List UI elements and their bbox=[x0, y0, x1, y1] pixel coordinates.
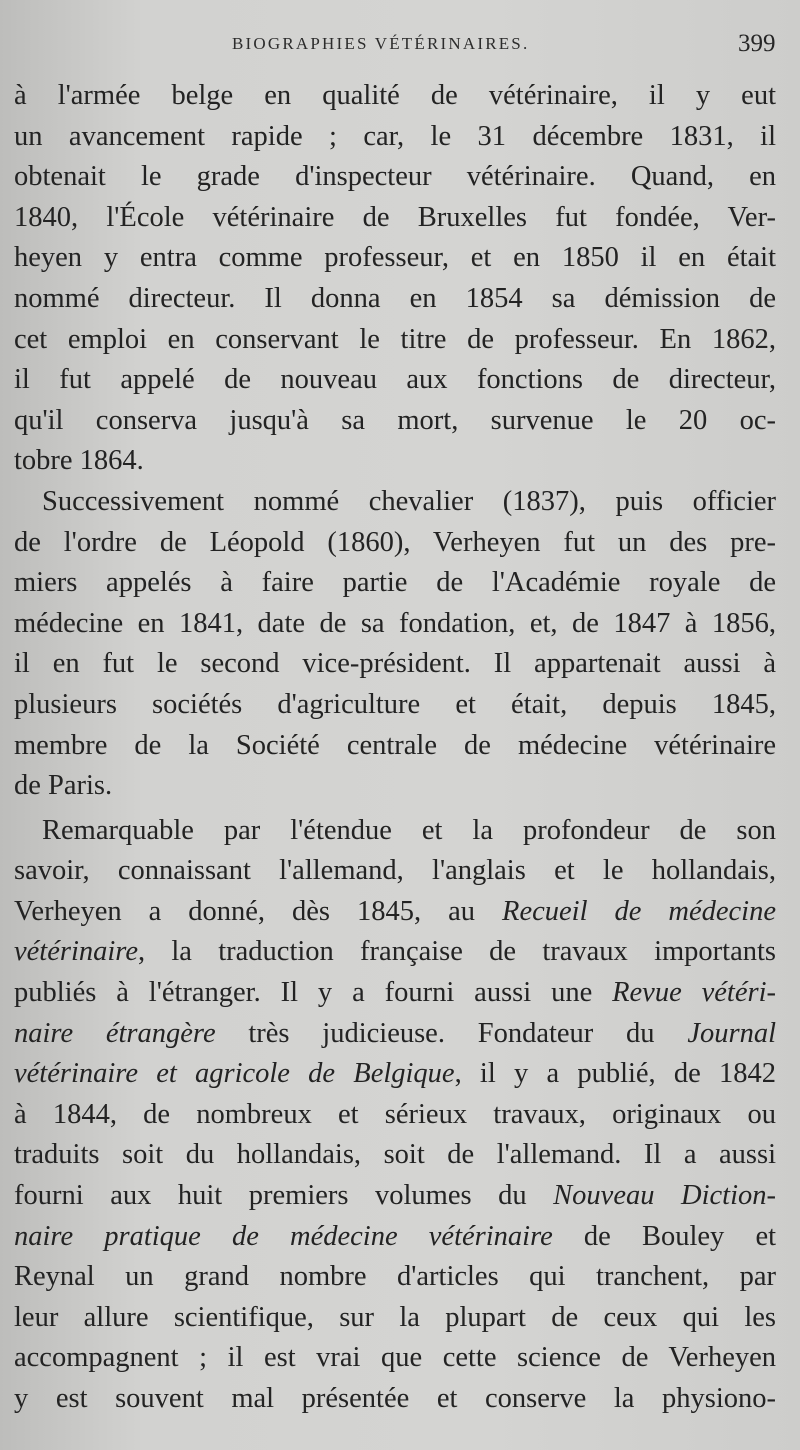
text-line: tobre 1864. bbox=[14, 445, 144, 477]
body-text bbox=[14, 76, 776, 1420]
italic-title: Revue vétéri- bbox=[612, 977, 776, 1009]
text-line: nommé directeur. Il donna en 1854 sa démission de bbox=[14, 282, 776, 314]
text-segment: fourni aux huit premiers volumes du bbox=[14, 1180, 554, 1212]
text-line: Remarquable par l'étendue et la profondeur de son bbox=[42, 814, 776, 846]
text-line bbox=[14, 1217, 776, 1258]
text-line bbox=[14, 932, 776, 973]
text-segment: publiés à l'étranger. Il y a fourni aussi une bbox=[14, 977, 613, 1009]
text-line: un avancement rapide ; car, le 31 décembre 1831, il bbox=[14, 120, 776, 152]
running-head bbox=[0, 30, 800, 60]
text-line: traduits soit du hollandais, soit de l'allemand. Il a aussi bbox=[14, 1139, 776, 1171]
italic-title: Nouveau Diction- bbox=[553, 1180, 776, 1212]
text-line: qu'il conserva jusqu'à sa mort, survenue le 20 oc- bbox=[14, 404, 776, 436]
paragraph-career bbox=[14, 76, 776, 482]
text-segment: de Bouley et bbox=[552, 1220, 777, 1252]
text-line bbox=[14, 1014, 776, 1055]
text-segment: , la traduction française de travaux importants bbox=[137, 936, 776, 968]
text-line: médecine en 1841, date de sa fondation, et, de 1847 à 1856, bbox=[14, 607, 776, 639]
text-line: 1840, l'École vétérinaire de Bruxelles fut fondée, Ver- bbox=[14, 201, 776, 233]
text-line: à 1844, de nombreux et sérieux travaux, originaux ou bbox=[14, 1098, 776, 1130]
text-line: à l'armée belge en qualité de vétérinaire, il y eut bbox=[14, 80, 776, 111]
page-number: 399 bbox=[738, 30, 776, 57]
text-segment: , il y a publié, de 1842 bbox=[454, 1058, 777, 1090]
text-line: cet emploi en conservant le titre de professeur. En 1862, bbox=[14, 323, 776, 355]
text-line: Successivement nommé chevalier (1837), puis officier bbox=[42, 485, 776, 517]
text-line bbox=[14, 1176, 776, 1217]
text-line: heyen y entra comme professeur, et en 1850 il en était bbox=[14, 242, 776, 274]
text-line: leur allure scientifique, sur la plupart de ceux qui les bbox=[14, 1301, 776, 1333]
text-line: savoir, connaissant l'allemand, l'anglais et le hollandais, bbox=[14, 855, 776, 887]
text-line: il fut appelé de nouveau aux fonctions de directeur, bbox=[14, 364, 776, 396]
text-segment: Verheyen a donné, dès 1845, au bbox=[14, 895, 503, 927]
text-line: de l'ordre de Léopold (1860), Verheyen fut un des pre- bbox=[14, 526, 776, 558]
italic-title: Journal bbox=[687, 1017, 776, 1049]
text-line: obtenait le grade d'inspecteur vétérinaire. Quand, en bbox=[14, 161, 776, 193]
text-line: miers appelés à faire partie de l'Académie royale de bbox=[14, 567, 776, 599]
text-line: il en fut le second vice-président. Il appartenait aussi à bbox=[14, 648, 776, 680]
text-line bbox=[14, 973, 776, 1014]
text-line: plusieurs sociétés d'agriculture et était, depuis 1845, bbox=[14, 688, 776, 720]
text-line bbox=[14, 892, 776, 933]
text-line bbox=[14, 1054, 776, 1095]
text-line: Reynal un grand nombre d'articles qui tranchent, par bbox=[14, 1261, 776, 1293]
italic-title: naire pratique de médecine vétérinaire bbox=[14, 1220, 553, 1252]
text-line: y est souvent mal présentée et conserve la physiono- bbox=[14, 1383, 776, 1414]
text-line: membre de la Société centrale de médecine vétérinaire bbox=[14, 729, 776, 761]
text-line: de Paris. bbox=[14, 770, 113, 802]
paragraph-works bbox=[14, 811, 776, 1420]
italic-title: Recueil de médecine bbox=[502, 895, 776, 927]
paragraph-honors bbox=[14, 482, 776, 807]
italic-title: vétérinaire et agricole de Belgique bbox=[14, 1058, 455, 1090]
running-title: BIOGRAPHIES VÉTÉRINAIRES. bbox=[232, 34, 530, 53]
italic-title: vétérinaire bbox=[14, 936, 138, 968]
text-segment: très judicieuse. Fondateur du bbox=[215, 1017, 688, 1049]
italic-title: naire étrangère bbox=[14, 1017, 216, 1049]
text-line: accompagnent ; il est vrai que cette science de Verheyen bbox=[14, 1342, 776, 1374]
